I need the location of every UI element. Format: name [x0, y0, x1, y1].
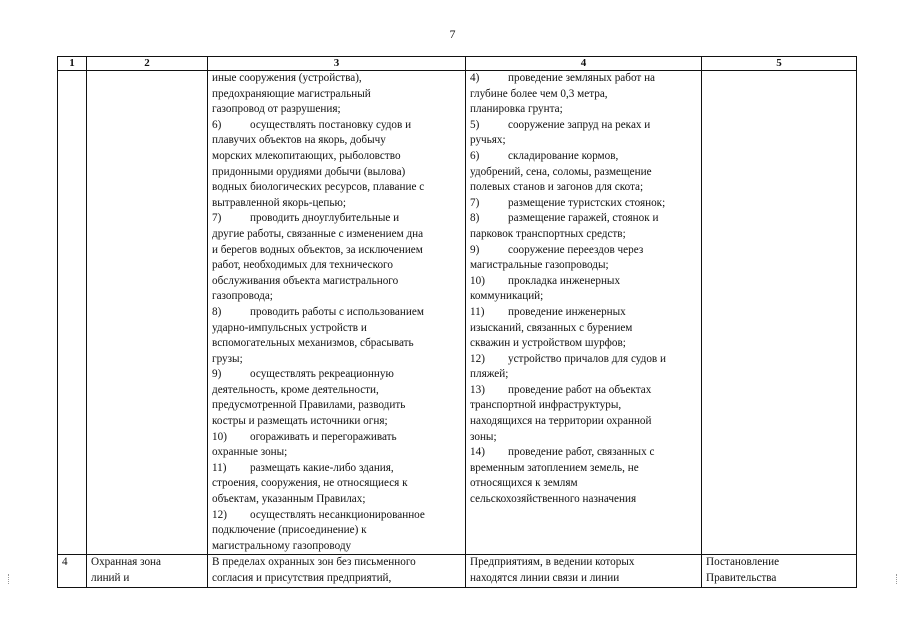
item-number: 6): [212, 118, 222, 131]
text-line: [470, 243, 697, 259]
item-text: обслуживания объекта магистрального: [212, 274, 399, 287]
text-line: [212, 227, 461, 243]
item-text: предусмотренной Правилами, разводить: [212, 399, 406, 412]
item-text: полевых станов и загонов для скота;: [470, 181, 644, 194]
item-text: скважин и устройством шурфов;: [470, 337, 626, 350]
text-line: [470, 71, 697, 87]
cell-cont-col-4: [466, 71, 702, 555]
text-line: [212, 149, 461, 165]
text-line: Постановление: [706, 556, 780, 569]
item-number: 4): [470, 72, 480, 84]
text-line: [212, 289, 461, 305]
text-line: [470, 211, 697, 227]
item-number: 11): [212, 461, 227, 474]
item-text: размещение гаражей, стоянок и: [508, 212, 659, 225]
item-text: осуществлять несанкционированное: [250, 508, 425, 521]
cell-cont-col-3: [208, 71, 466, 555]
item-text: проводить дноуглубительные и: [250, 212, 400, 225]
cell-row4-prohibitions: [208, 555, 466, 588]
text-line: [470, 274, 697, 290]
item-number: 13): [470, 383, 485, 396]
header-col-3: 3: [208, 57, 466, 71]
text-line: В пределах охранных зон без письменного: [212, 556, 416, 569]
text-line: [470, 430, 697, 446]
text-line: [212, 243, 461, 259]
text-line: Правительства: [706, 572, 777, 584]
text-line: [470, 398, 697, 414]
item-text: подключение (присоединение) к: [212, 524, 367, 537]
item-number: 10): [470, 274, 485, 287]
header-col-2: 2: [87, 57, 208, 71]
cell-row4-number: 4: [58, 555, 87, 588]
item-text: пляжей;: [470, 368, 509, 381]
text-line: [470, 414, 697, 430]
item-text: относящихся к землям: [470, 477, 578, 490]
item-number: 7): [470, 196, 480, 209]
item-text: осуществлять постановку судов и: [250, 118, 412, 131]
scan-edge-mark-left: [8, 574, 12, 584]
text-line: [212, 133, 461, 149]
text-line: [212, 414, 461, 430]
item-text: строения, сооружения, не относящиеся к: [212, 477, 408, 490]
text-line: [470, 367, 697, 383]
text-line: согласия и присутствия предприятий,: [212, 572, 392, 584]
item-text: сооружение переездов через: [508, 243, 644, 256]
item-text: проведение работ на объектах: [508, 383, 652, 396]
text-line: [470, 336, 697, 352]
item-text: осуществлять рекреационную: [250, 368, 394, 381]
item-number: 12): [212, 508, 227, 521]
scan-edge-mark-right: [896, 574, 900, 584]
item-number: 11): [470, 305, 485, 318]
item-number: 7): [212, 212, 222, 225]
item-number: 8): [212, 305, 222, 318]
text-line: [470, 227, 697, 243]
text-line: находятся линии связи и линии: [470, 572, 620, 584]
text-line: [212, 398, 461, 414]
text-line: [470, 258, 697, 274]
item-text: планировка грунта;: [470, 103, 563, 116]
item-text: водных биологических ресурсов, плавание с: [212, 181, 425, 194]
text-line: [212, 476, 461, 492]
text-line: [212, 321, 461, 337]
regulation-table: [57, 56, 857, 588]
item-text: работ, необходимых для технического: [212, 259, 393, 272]
item-text: коммуникаций;: [470, 290, 544, 303]
item-number: 10): [212, 430, 227, 443]
item-text: охранные зоны;: [212, 446, 288, 459]
item-text: ударно-импульсных устройств и: [212, 321, 367, 334]
item-text: прокладка инженерных: [508, 274, 621, 287]
text-line: [470, 87, 697, 103]
item-text: зоны;: [470, 430, 497, 443]
text-line: [470, 352, 697, 368]
cell-cont-col-5: [702, 71, 857, 555]
text-line: [212, 211, 461, 227]
item-number: 14): [470, 446, 485, 459]
text-line: [470, 492, 697, 508]
item-number: 9): [470, 243, 480, 256]
item-text: вытравленной якорь-цепью;: [212, 196, 346, 209]
text-line: [212, 430, 461, 446]
item-text: проведение земляных работ на: [508, 72, 656, 84]
item-text: проведение инженерных: [508, 305, 626, 318]
item-number: 6): [470, 149, 480, 162]
text-line: [212, 445, 461, 461]
text-line: [470, 289, 697, 305]
text-line: [212, 492, 461, 508]
text-line: [212, 508, 461, 524]
text-line: [212, 165, 461, 181]
item-text: складирование кормов,: [508, 149, 619, 162]
table-row-4: [58, 555, 857, 588]
item-number: 8): [470, 212, 480, 225]
item-text: удобрений, сена, соломы, размещение: [470, 165, 652, 178]
text-line: линий и: [91, 572, 130, 584]
item-text: иные сооружения (устройства),: [212, 72, 362, 84]
item-text: магистральные газопроводы;: [470, 259, 609, 272]
item-text: глубине более чем 0,3 метра,: [470, 87, 608, 100]
item-text: грузы;: [212, 352, 243, 365]
text-line: [212, 102, 461, 118]
item-text: морских млекопитающих, рыболовство: [212, 149, 401, 162]
item-text: ручьях;: [470, 134, 506, 147]
text-line: [212, 352, 461, 368]
text-line: [212, 118, 461, 134]
item-text: устройство причалов для судов и: [508, 352, 667, 365]
text-line: [212, 196, 461, 212]
text-line: [470, 165, 697, 181]
item-text: огораживать и перегораживать: [250, 430, 397, 443]
text-line: [470, 445, 697, 461]
item-text: проведение работ, связанных с: [508, 446, 655, 459]
text-line: [212, 258, 461, 274]
item-text: вспомогательных механизмов, сбрасывать: [212, 337, 414, 350]
header-col-4: 4: [466, 57, 702, 71]
item-number: 12): [470, 352, 485, 365]
text-line: [470, 102, 697, 118]
item-text: сооружение запруд на реках и: [508, 118, 651, 131]
text-line: [212, 523, 461, 539]
text-line: [212, 305, 461, 321]
item-text: размещать какие-либо здания,: [250, 461, 394, 474]
text-line: [470, 461, 697, 477]
text-line: [212, 367, 461, 383]
text-line: [212, 539, 461, 555]
text-line: [212, 87, 461, 103]
item-text: проводить работы с использованием: [250, 305, 424, 318]
item-text: сельскохозяйственного назначения: [470, 493, 637, 506]
item-text: костры и размещать источники огня;: [212, 415, 388, 428]
text-line: [212, 336, 461, 352]
page-number: 7: [449, 27, 456, 41]
text-line: [470, 118, 697, 134]
item-text: находящихся на территории охранной: [470, 415, 652, 428]
text-line: [212, 71, 461, 87]
header-col-5: 5: [702, 57, 857, 71]
cell-cont-col-2: [87, 71, 208, 555]
cell-cont-col-1: [58, 71, 87, 555]
header-col-1: 1: [58, 57, 87, 71]
item-text: транспортной инфраструктуры,: [470, 399, 622, 412]
text-line: Охранная зона: [91, 556, 162, 569]
item-text: придонными орудиями добычи (вылова): [212, 165, 406, 178]
text-line: [212, 274, 461, 290]
text-line: [212, 461, 461, 477]
text-line: [470, 133, 697, 149]
item-text: газопровод от разрушения;: [212, 103, 341, 116]
item-text: другие работы, связанные с изменением дна: [212, 227, 424, 240]
text-line: [470, 196, 697, 212]
text-line: [212, 180, 461, 196]
item-text: парковок транспортных средств;: [470, 227, 626, 240]
text-line: [470, 476, 697, 492]
item-number: 5): [470, 118, 480, 131]
item-text: и берегов водных объектов, за исключением: [212, 243, 423, 256]
table-header-row: [58, 57, 857, 71]
text-line: [470, 321, 697, 337]
item-text: газопровода;: [212, 290, 273, 303]
item-text: объектам, указанным Правилах;: [212, 493, 366, 506]
item-text: размещение туристских стоянок;: [508, 196, 666, 209]
cell-row4-reference: [702, 555, 857, 588]
cell-row4-zone-name: [87, 555, 208, 588]
item-text: магистральному газопроводу: [212, 539, 352, 552]
text-line: [470, 305, 697, 321]
text-line: [212, 383, 461, 399]
item-number: 9): [212, 368, 222, 381]
text-line: [470, 149, 697, 165]
table-row-continued: [58, 71, 857, 555]
text-line: Предприятиям, в ведении которых: [470, 556, 635, 569]
cell-row4-permitted: [466, 555, 702, 588]
item-text: временным затоплением земель, не: [470, 461, 639, 474]
text-line: [470, 383, 697, 399]
item-text: плавучих объектов на якорь, добычу: [212, 134, 386, 147]
item-text: изысканий, связанных с бурением: [470, 321, 633, 334]
item-text: деятельность, кроме деятельности,: [212, 383, 379, 396]
text-line: [470, 180, 697, 196]
item-text: предохраняющие магистральный: [212, 87, 371, 100]
